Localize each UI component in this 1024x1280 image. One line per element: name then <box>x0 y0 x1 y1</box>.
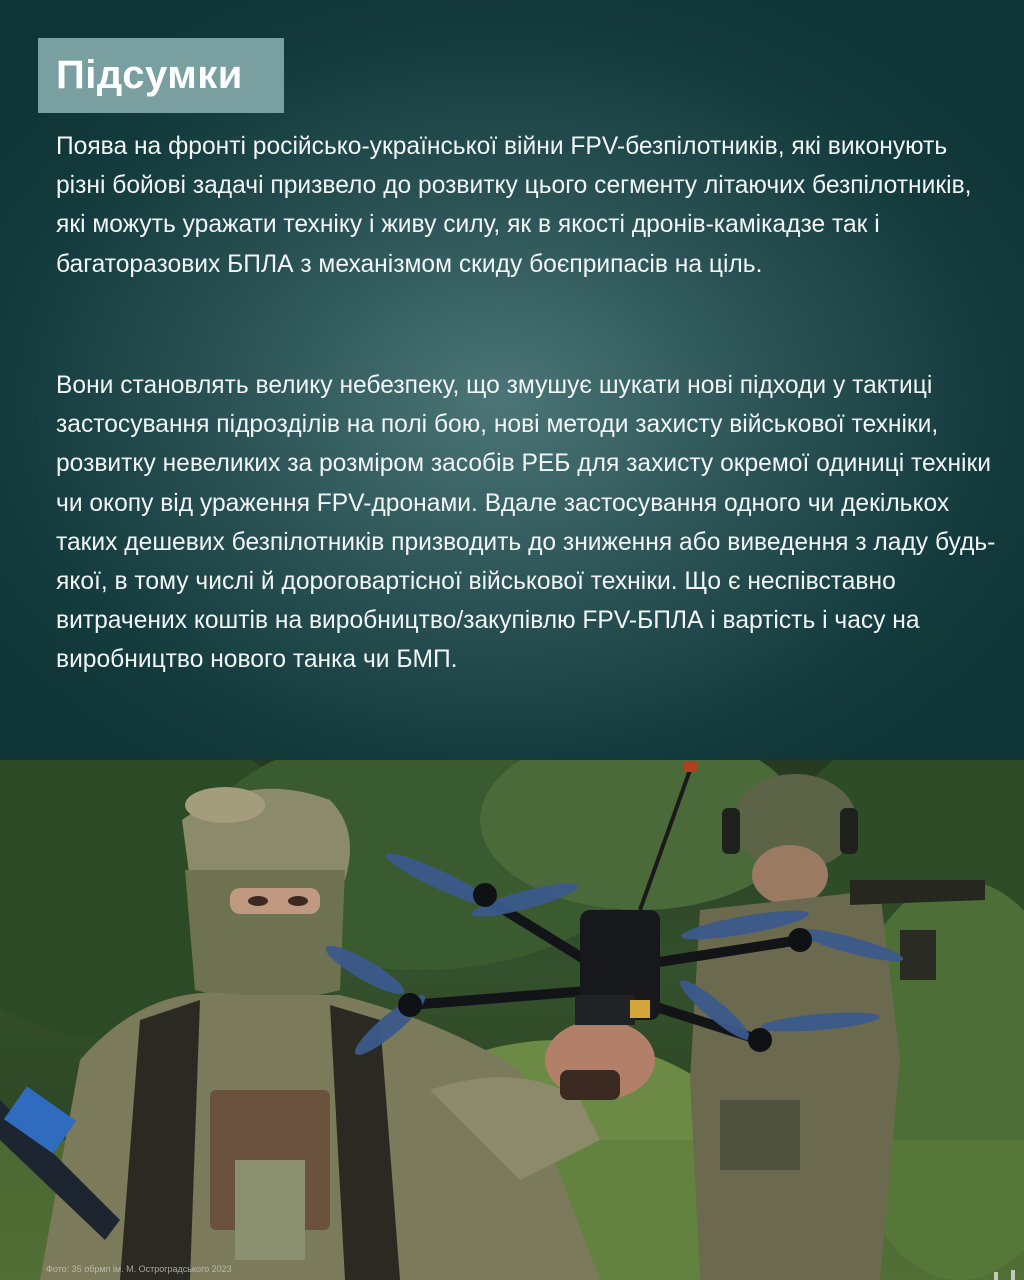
title-badge <box>38 38 284 113</box>
paragraph-2: Вони становлять велику небезпеку, що змушує шукати нові підходи у тактиці застосування підрозділів на полі бою, нові методи захисту військової техніки, розвитку невеликих за розміром засобів РЕБ для захисту окремої одиниці техніки чи окопу від ураження FPV-дронами. Вдале застосування одного чи декількох таких дешевих безпілотників призводить до зниження або виведення з ладу будь-якої, в тому числі й дороговартісної військової техніки. Що є неспівставно витрачених коштів на виробництво/закупівлю FPV-БПЛА і вартість і часу на виробництво нового танка чи БМП. <box>56 372 996 674</box>
photo-credit: Фото: 35 обрмп ім. М. Остроградського 2023 <box>46 1264 232 1274</box>
paragraph-1: Поява на фронті російсько-української війни FPV-безпілотників, які виконують різні бойові задачі призвело до розвитку цього сегменту літаючих безпілотників, які можуть уражати техніку і живу силу, як в якості дронів-камікадзе так і багаторазових БПЛА з механізмом скиду боєприпасів на ціль. <box>56 133 972 278</box>
photo-illustration <box>0 760 1024 1280</box>
soldier-drone-photo <box>0 760 1024 1280</box>
page-title: Підсумки <box>56 53 243 97</box>
